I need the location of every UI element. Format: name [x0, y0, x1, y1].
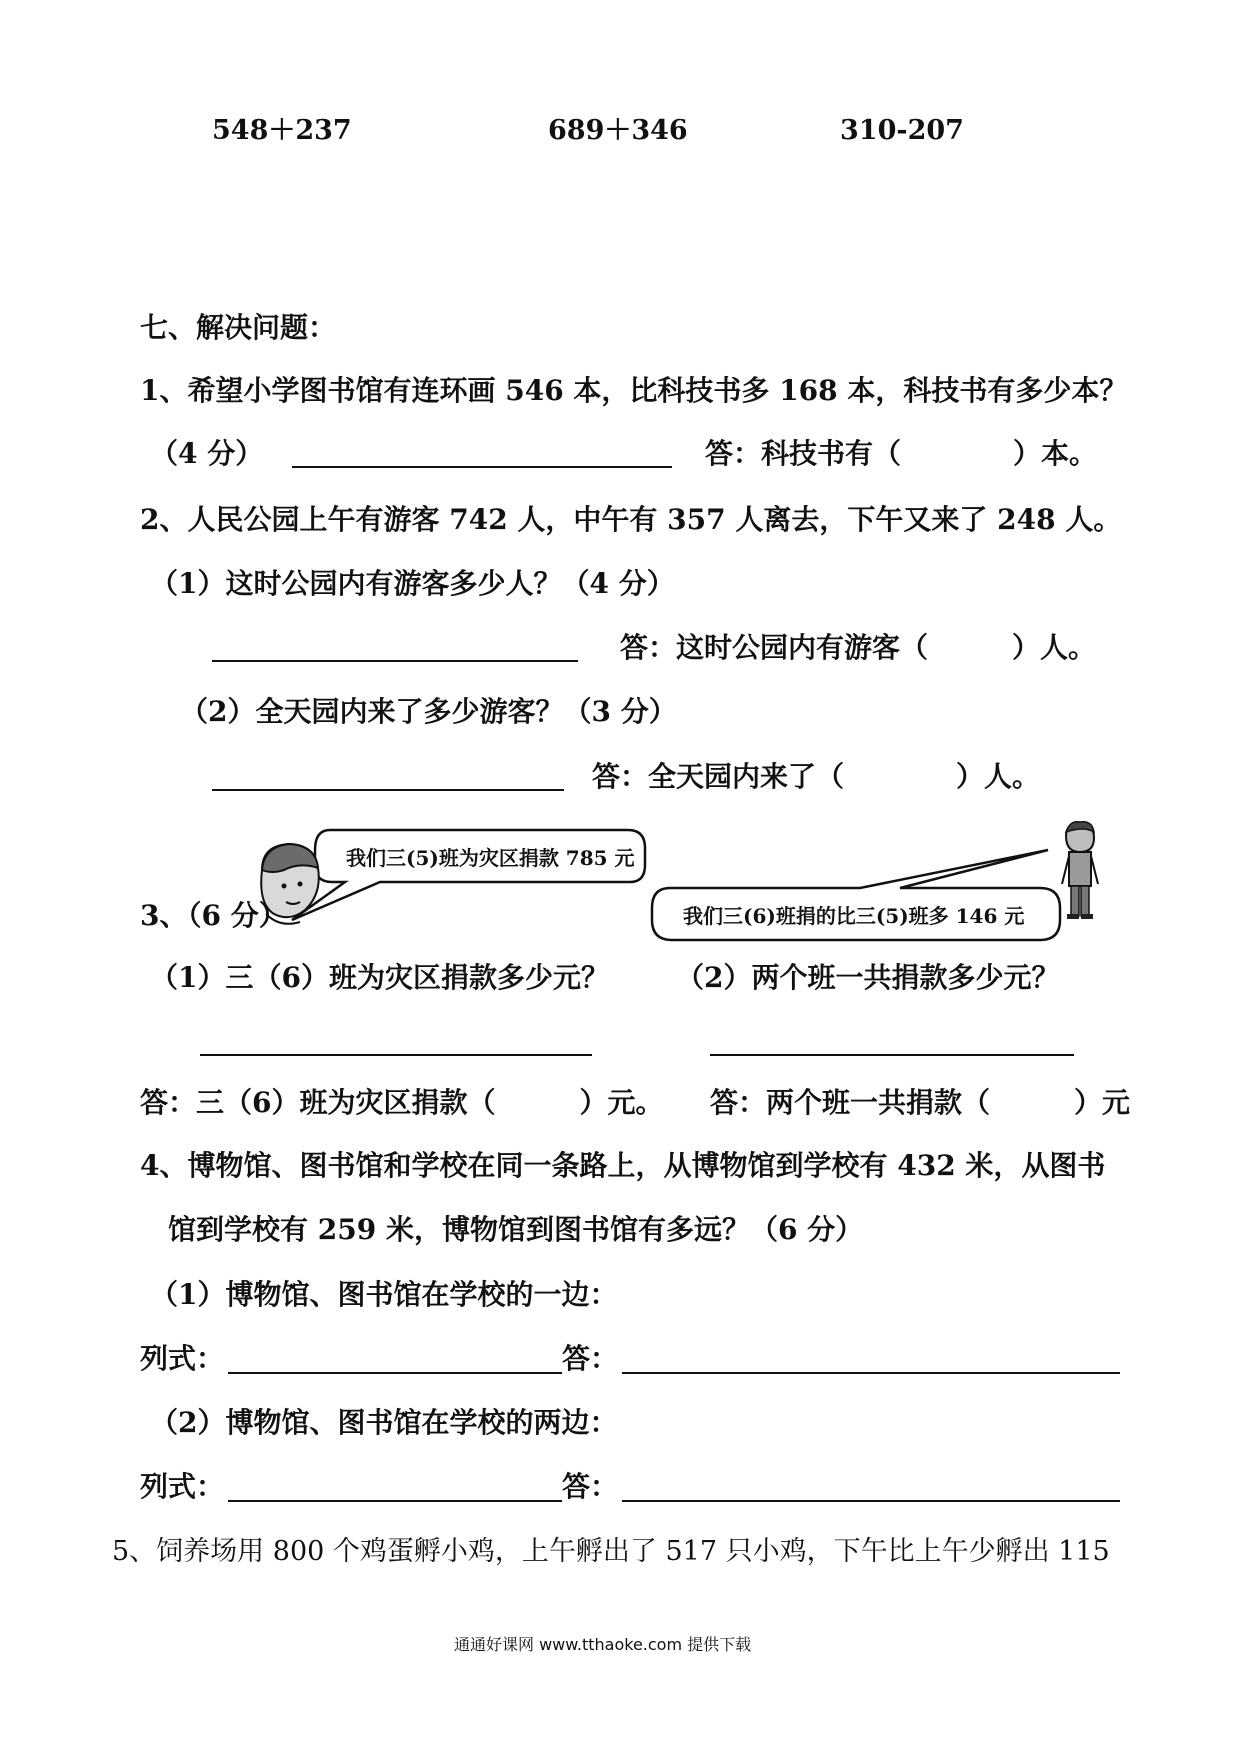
q3-label: 3、（6 分）	[140, 899, 287, 932]
q3-answer1-line[interactable]	[200, 1054, 592, 1056]
q3-answer2: 答：两个班一共捐款（ ）元	[710, 1086, 1131, 1119]
q4-formula-label-2: 列式：	[140, 1470, 225, 1503]
q2-answer2: 答：全天园内来了（ ）人。	[592, 760, 1041, 793]
q5-text: 5、饲养场用 800 个鸡蛋孵小鸡，上午孵出了 517 只小鸡，下午比上午少孵出 115	[112, 1536, 1110, 1567]
right-bubble-text: 我们三(6)班捐的比三(5)班多 146 元	[683, 904, 1025, 928]
q4-formula-label-1: 列式：	[140, 1342, 225, 1375]
q4-formula-line-2[interactable]	[228, 1500, 562, 1502]
q2-answer2-line[interactable]	[212, 789, 564, 791]
q4-line2: 馆到学校有 259 米，博物馆到图书馆有多远？（6 分）	[168, 1213, 864, 1246]
q4-answer-label-2: 答：	[562, 1470, 619, 1503]
q4-answer-label-1: 答：	[562, 1342, 619, 1375]
q3-answer2-line[interactable]	[710, 1054, 1074, 1056]
page-footer: 通通好课网 www.tthaoke.com 提供下载	[454, 1635, 752, 1654]
q1-answer-line[interactable]	[292, 466, 672, 468]
q3-sub1: （1）三（6）班为灾区捐款多少元？	[150, 961, 609, 994]
calc-2: 689＋346	[548, 115, 688, 146]
calc-1: 548＋237	[212, 115, 352, 146]
q2-answer1-line[interactable]	[212, 660, 578, 662]
q4-sub1: （1）博物馆、图书馆在学校的一边：	[150, 1278, 618, 1311]
q1-score: （4 分）	[150, 437, 264, 470]
q1-answer: 答：科技书有（ ）本。	[705, 437, 1098, 470]
q4-sub2: （2）博物馆、图书馆在学校的两边：	[150, 1406, 618, 1439]
q4-answer-line-1[interactable]	[622, 1372, 1120, 1374]
man-figure-icon	[1062, 822, 1098, 919]
q4-line1: 4、博物馆、图书馆和学校在同一条路上，从博物馆到学校有 432 米，从图书	[140, 1149, 1106, 1182]
q1-text: 1、希望小学图书馆有连环画 546 本，比科技书多 168 本，科技书有多少本？	[140, 374, 1128, 407]
q4-answer-line-2[interactable]	[622, 1500, 1120, 1502]
q2-text: 2、人民公园上午有游客 742 人，中午有 357 人离去，下午又来了 248 人。	[140, 503, 1122, 536]
q4-formula-line-1[interactable]	[228, 1372, 562, 1374]
section-title: 七、解决问题：	[140, 311, 337, 344]
q3-answer1: 答：三（6）班为灾区捐款（ ）元。	[140, 1086, 664, 1119]
q2-sub2: （2）全天园内来了多少游客？（3 分）	[180, 695, 677, 728]
left-bubble-text: 我们三(5)班为灾区捐款 785 元	[346, 846, 635, 870]
q2-sub1: （1）这时公园内有游客多少人？（4 分）	[150, 567, 675, 600]
q2-answer1: 答：这时公园内有游客（ ）人。	[620, 631, 1097, 664]
q3-sub2: （2）两个班一共捐款多少元？	[676, 961, 1060, 994]
calc-3: 310-207	[840, 115, 964, 146]
